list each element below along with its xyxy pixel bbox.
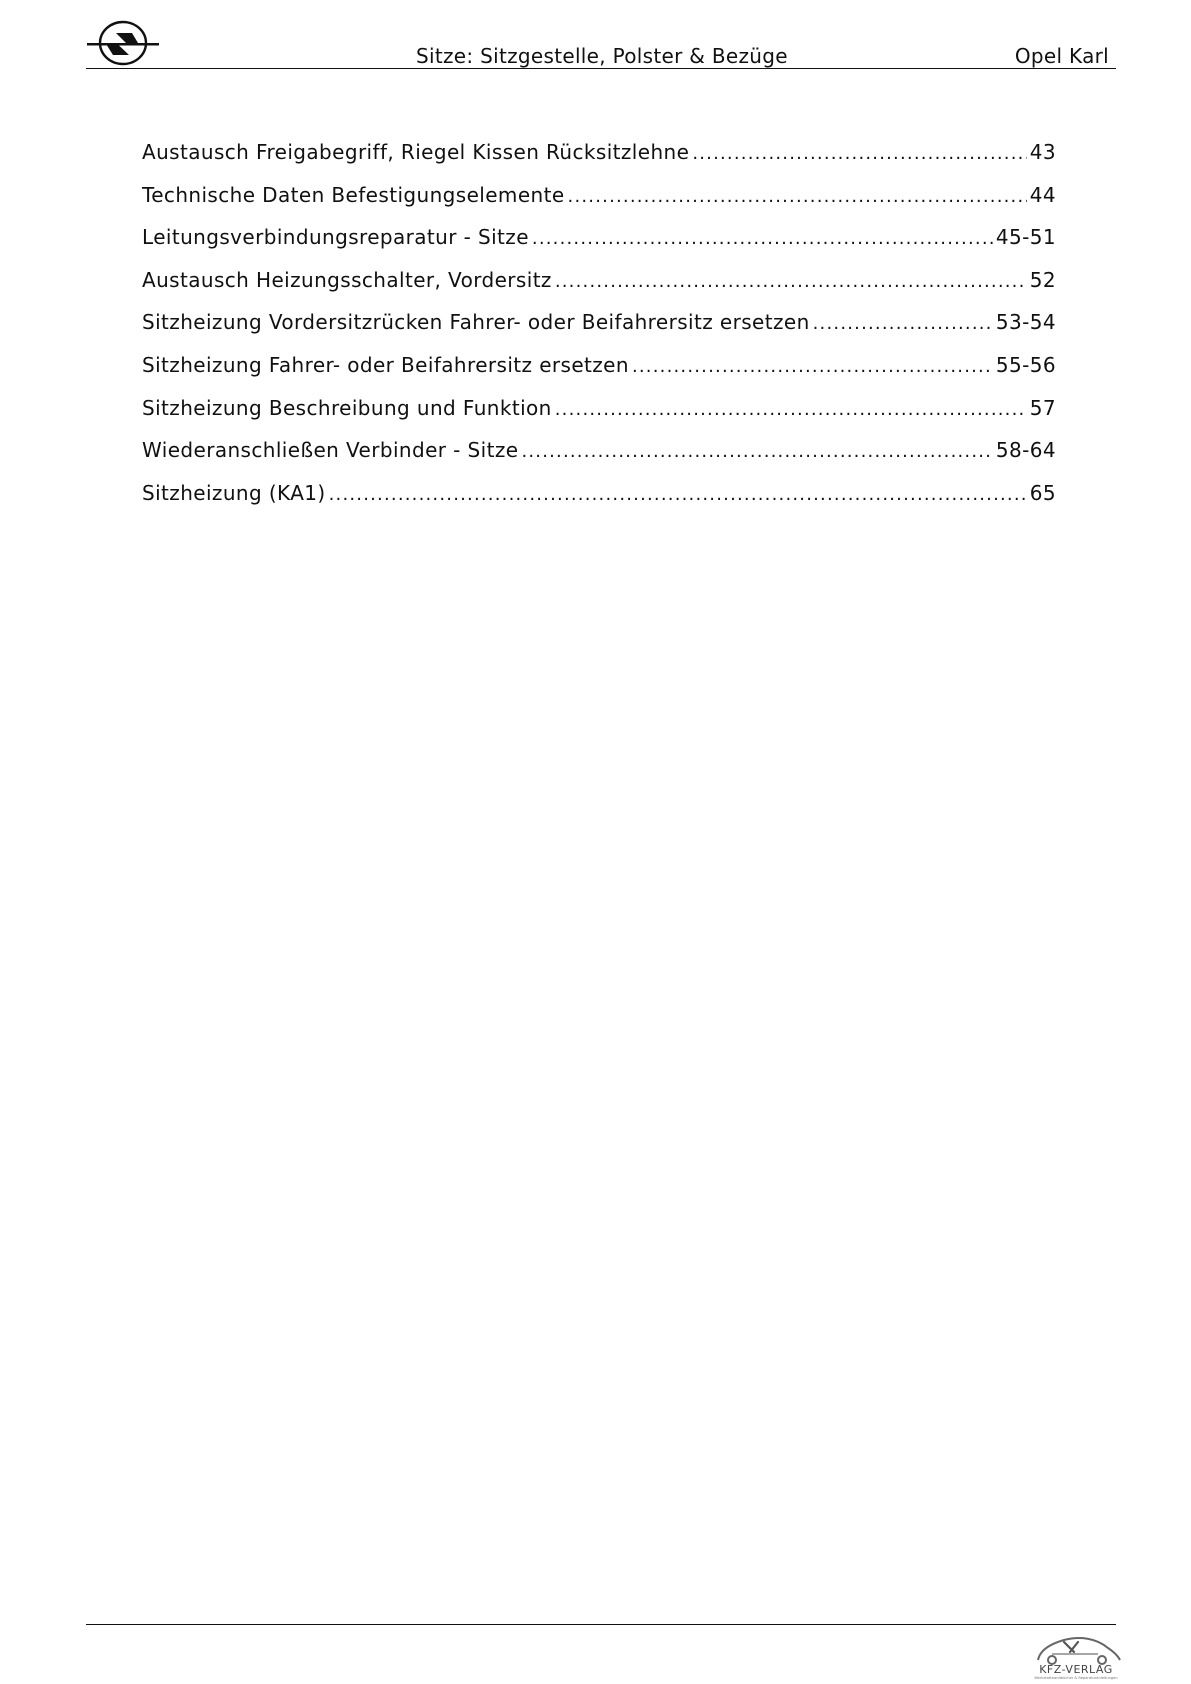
toc-entry [142, 481, 1056, 524]
toc-entry-title: Leitungsverbindungsreparatur - Sitze [142, 225, 529, 250]
toc-entry-page: 53-54 [995, 310, 1056, 335]
table-of-contents [142, 140, 1056, 523]
toc-entry [142, 310, 1056, 353]
toc-entry [142, 268, 1056, 311]
toc-leader-dots [329, 484, 1027, 505]
footer-brand-text: KFZ-VERLAG [1039, 1663, 1113, 1676]
toc-leader-dots [692, 143, 1026, 164]
toc-leader-dots [632, 356, 993, 377]
toc-entry-page: 55-56 [995, 352, 1056, 377]
page-header [86, 18, 1116, 70]
toc-entry-title: Austausch Freigabegriff, Riegel Kissen Rücksitzlehne [142, 140, 690, 164]
toc-leader-dots [521, 441, 992, 462]
toc-leader-dots [532, 228, 993, 249]
toc-entry-title: Austausch Heizungsschalter, Vordersitz [142, 267, 552, 292]
toc-entry-page: 44 [1029, 182, 1056, 207]
toc-entry-title: Technische Daten Befestigungselemente [142, 182, 565, 207]
footer-brand-tagline: Werkstatthandbücher & Reparaturanleitungen [1034, 1676, 1118, 1680]
toc-entry-page: 57 [1029, 395, 1056, 420]
toc-entry-page: 52 [1029, 267, 1056, 292]
toc-entry-title: Sitzheizung Vordersitzrücken Fahrer- oder Beifahrersitz ersetzen [142, 310, 810, 335]
toc-entry-title: Wiederanschließen Verbinder - Sitze [142, 438, 519, 463]
toc-entry-page: 43 [1029, 140, 1056, 164]
toc-entry-title: Sitzheizung Beschreibung und Funktion [142, 395, 552, 420]
footer-divider [86, 1624, 1116, 1625]
toc-entry [142, 225, 1056, 268]
toc-entry-title: Sitzheizung (KA1) [142, 480, 326, 505]
toc-entry [142, 183, 1056, 226]
opel-logo-icon [86, 20, 160, 66]
toc-entry-page: 58-64 [995, 438, 1056, 463]
header-divider [86, 68, 1116, 69]
toc-entry [142, 353, 1056, 396]
toc-entry-page: 65 [1029, 480, 1056, 505]
toc-leader-dots [813, 313, 993, 334]
vehicle-model: Opel Karl [1014, 44, 1109, 68]
document-title: Sitze: Sitzgestelle, Polster & Bezüge [416, 44, 788, 68]
toc-leader-dots [555, 399, 1027, 420]
toc-entry [142, 438, 1056, 481]
toc-entry-page: 45-51 [995, 225, 1056, 250]
toc-entry [142, 140, 1056, 183]
toc-leader-dots [555, 271, 1027, 292]
toc-entry-title: Sitzheizung Fahrer- oder Beifahrersitz ersetzen [142, 352, 629, 377]
kfz-verlag-logo-icon [1030, 1628, 1122, 1680]
toc-leader-dots [568, 186, 1027, 207]
toc-entry [142, 396, 1056, 439]
